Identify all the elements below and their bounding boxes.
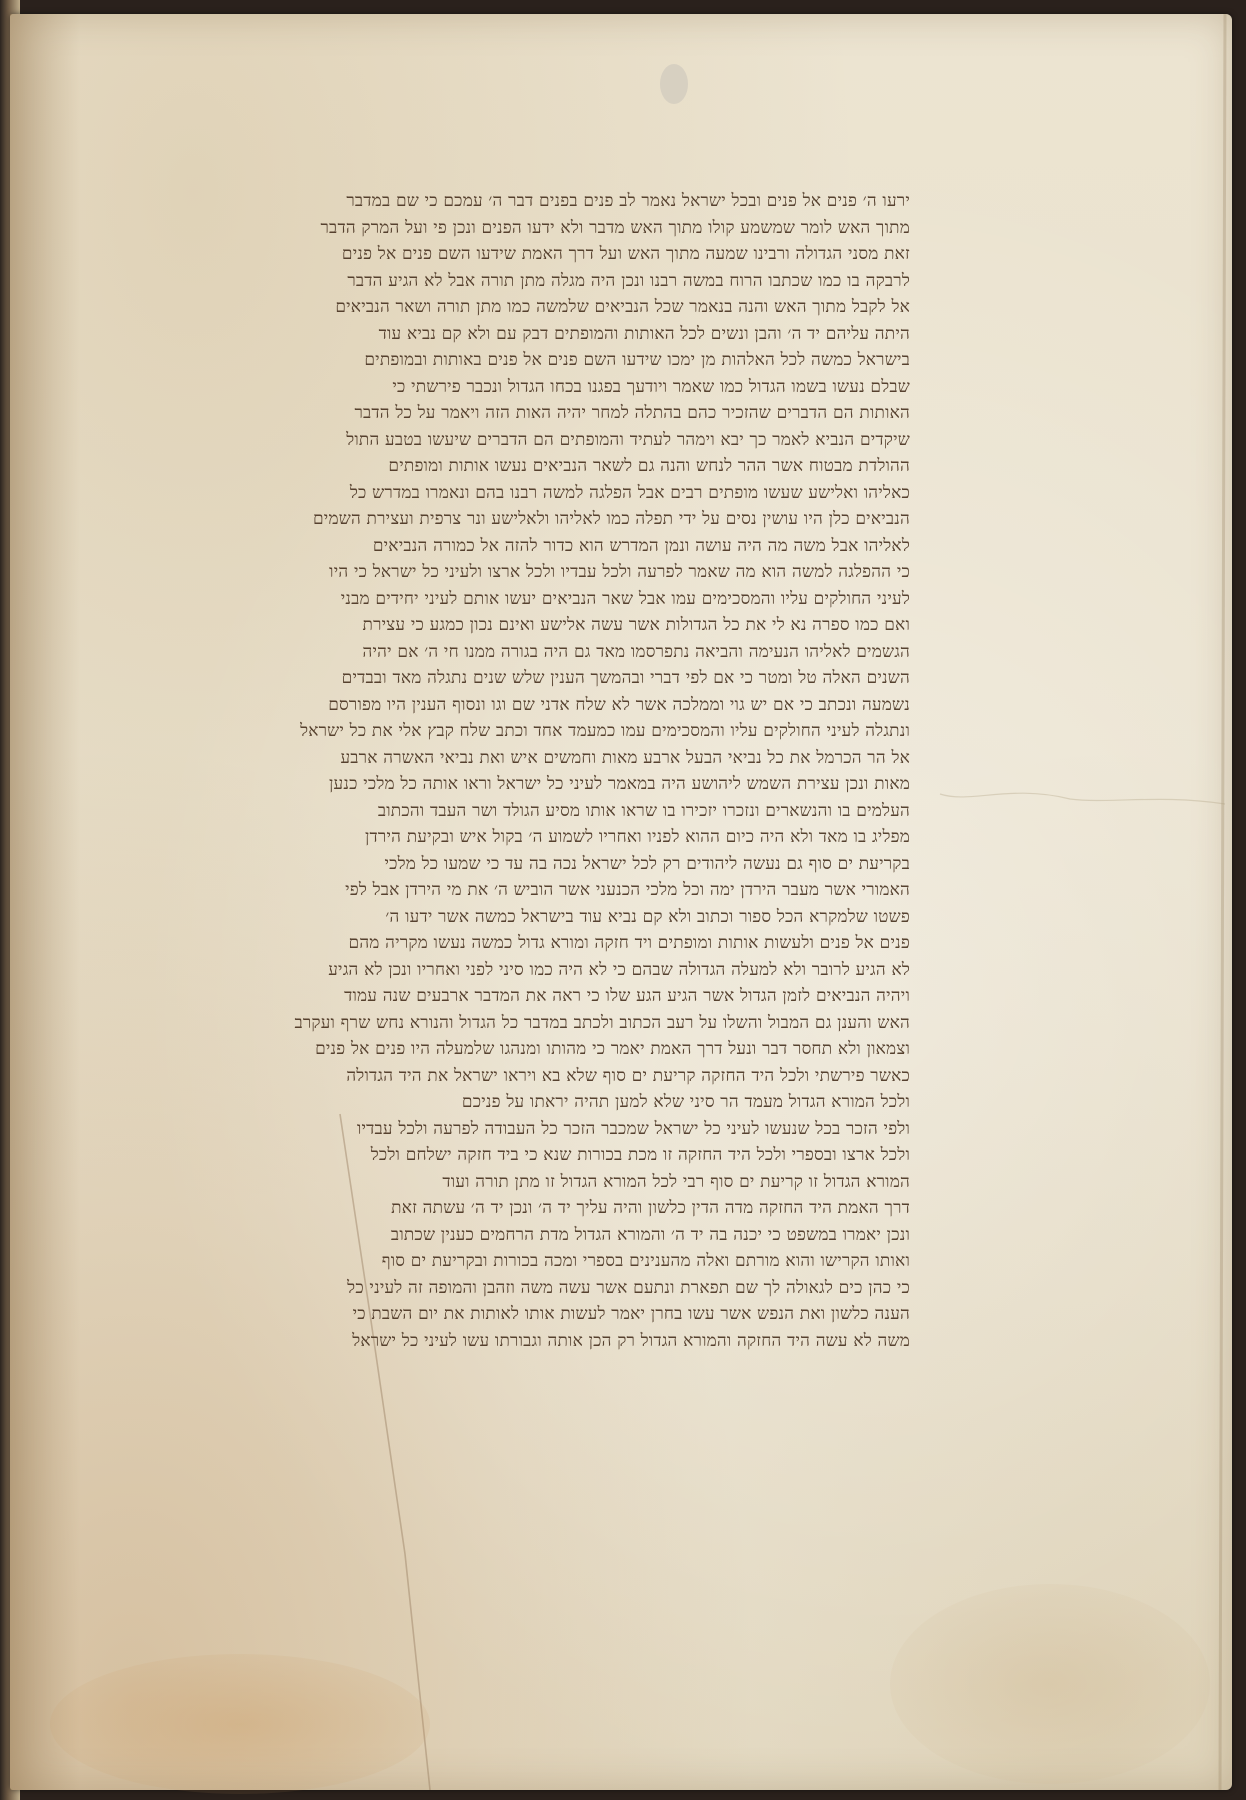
manuscript-line: לרבקה בו כמו שכתבו הרוח במשה רבנו ונכן היה מגלה מתן תורה אבל לא הגיע הדבר [347,270,910,291]
manuscript-line: שבלם נעשו בשמו הגדול כמו שאמר ויודעך בפגנו בכחו הגדול ונכבר פירשתי כי [392,376,910,397]
manuscript-line: האש והענן גם המבול והשלו על רעב הכתוב ולכתב במדבר כל הגדול והנורא נחש שרף ועקרב [294,1012,910,1033]
stain-bottom-right [890,1584,1210,1784]
manuscript-line: כי ההפלגה למשה הוא מה שאמר לפרעה ולכל עבדיו ולכל ארצו ולעיני כל ישראל כי היו [329,562,910,582]
manuscript-line: בישראל כמשה לכל האלהות מן ימכו שידעו השם פנים אל פנים באותות ובמופתים [364,350,910,370]
manuscript-line: המורא הגדול זו קריעת ים סוף רבי לכל המורא הגדול זו מתן תורה ועוד [442,1171,910,1192]
manuscript-line: שיקדים הנביא לאמר כך יבא וימהר לעתיד והמופתים הם הדברים שיעשו בטבע התול [346,429,910,450]
manuscript-line: הנביאים כלן היו עושין נסים על ידי תפלה כמו לאליהו ולאלישע ונר צרפית ועצירת השמים [312,509,910,529]
manuscript-line: השנים האלה טל ומטר כי אם לפי דברי ובהמשך הענין שלש שנים נתגלה מאד ובבדים [341,668,910,688]
manuscript-line: אל הר הכרמל את כל נביאי הבעל ארבע מאות וחמשים איש ואת נביאי האשרה ארבע [340,747,910,768]
manuscript-line: מאות ונכן עצירת השמש ליהושע היה במאמר לעיני כל ישראל וראו אותה כל מלכי כנען [329,774,910,794]
stain-bottom-left [50,1654,430,1794]
manuscript-line: לעיני החולקים עליו והמסכימים עמו אבל שאר הנביאים יעשו אותם לעיני יחידים מבני [340,588,910,609]
manuscript-line: ולפי הזכר בכל שנעשו לעיני כל ישראל שמכבר הזכר כל העבודה לפרעה ולכל עבדיו [356,1118,910,1139]
manuscript-line: וצמאון ולא תחסר דבר ונעל דרך האמת יאמר כי מהותו ומנהגו שלמעלה היו פנים אל פנים [315,1039,910,1059]
manuscript-line: נשמעה ונכתב כי אם יש גוי וממלכה אשר לא שלח אדני שם וגו ונסוף הענין היו מפורסם [328,694,910,715]
manuscript-line: הענה כלשון ואת הנפש אשר עשו בחרן יאמר לעשות אותו לאותות את יום השבת כי [352,1304,910,1324]
manuscript-line: ונתגלה לעיני החולקים עליו והמסכימים עמו כמעמד אחד וכתב שלח קבץ אלי את כל ישראל [300,721,910,741]
manuscript-line: ואם כמו ספרה נא לי את כל הגדולות אשר עשה אלישע ואינם נכון כמגע כי עצירת [362,615,910,635]
manuscript-line: בקריעת ים סוף גם נעשה ליהודים רק לכל ישראל נכה בה עד כי שמעו כל מלכי [384,853,910,874]
manuscript-line: הגשמים לאליהו הנעימה והביאה נתפרסמו מאד גם היה בגורה ממנו חי ה׳ אם יהיה [362,641,910,662]
manuscript-line: היתה עליהם יד ה׳ והבן ונשים לכל האותות והמופתים דבק עם ולא קם נביא עוד [378,323,910,344]
manuscript-line: ואותו הקרישו והוא מורתם ואלה מהענינים בספרי ומכה בכורות ובקריעת ים סוף [381,1251,910,1271]
manuscript-line: פשטו שלמקרא הכל ספור וכתוב ולא קם נביא עוד בישראל כמשה אשר ידעו ה׳ [385,906,910,927]
manuscript-page [10,14,1232,1790]
manuscript-line: דרך האמת היד החזקה מדה הדין כלשון והיה עליך יד ה׳ ונכן יד ה׳ עשתה זאת [391,1198,910,1218]
manuscript-line: זאת מסני הגדולה ורבינו שמעה מתוך האש ועל דרך האמת שידעו השם פנים אל פנים [341,244,910,264]
manuscript-line: לא הגיע לרובר ולא למעלה הגדולה שבהם כי לא היה כמו סיני לפני ואחריו ונכן לא הגיע [328,959,910,980]
manuscript-line: ונכן יאמרו במשפט כי יכנה בה יד ה׳ והמורא הגדול מדת הרחמים כענין שכתוב [390,1224,910,1245]
manuscript-line: מפליג בו מאד ולא היה כיום ההוא לפניו ואחריו לשמוע ה׳ בקול איש ובקיעת הירדן [365,827,910,847]
manuscript-line: ולכל ארצו ובספרי ולכל היד החזקה זו מכת בכורות שנא כי ביד חזקה ישלחם ולכל [370,1145,910,1165]
manuscript-line: כי כהן כים לגאולה לך שם תפארת ונתעם אשר עשה משה וזהבן והמופה זה לעיני כל [347,1277,910,1298]
manuscript-line: האותות הם הדברים שהזכיר כהם בהתלה למחר יהיה האות הזה ויאמר על כל הדבר [354,403,910,423]
manuscript-line: ההולדת מבטוח אשר ההר לנחש והנה גם לשאר הנביאים נעשו אותות ומופתים [388,456,910,476]
manuscript-line: ויהיה הנביאים לזמן הגדול אשר הגיע הגע שלו כי ראה את המדבר ארבעים שנה עמוד [344,986,910,1006]
manuscript-line: העלמים בו והנשארים ונזכרו יזכירו בו שראו אותו מסיע הגולד ושר העבד והכתוב [377,800,910,821]
manuscript-line: משה לא עשה היד החזקה והמורא הגדול רק הכן אותה וגבורתו עשו לעיני כל ישראל [352,1330,910,1351]
manuscript-line: פנים אל פנים ולעשות אותות ומופתים ויד חזקה ומורא גדול כמשה נעשו מקריה מהם [348,933,910,953]
manuscript-line: מתוך האש לומר שמשמע קולו מתוך האש מדבר ולא ידעו הפנים ונכן פי ועל המרק הדבר [320,217,910,238]
manuscript-line: כאליהו ואלישע שעשו מופתים רבים אבל הפלגה למשה רבנו בהם ונאמרו במדרש כל [349,482,910,503]
manuscript-line: ירעו ה׳ פנים אל פנים ובכל ישראל נאמר לב פנים בפנים דבר ה׳ עמכם כי שם במדבר [346,191,910,211]
manuscript-line: ולכל המורא הגדול מעמד הר סיני שלא למען תהיה יראתו על פניכם [461,1092,910,1112]
manuscript-line: לאליהו אבל משה מה היה עושה ונמן המדרש הוא כדור להזה אל כמורה הנביאים [372,535,910,556]
manuscript-line: כאשר פירשתי ולכל היד החזקה קריעת ים סוף שלא בא ויראו ישראל את היד הגדולה [346,1065,910,1086]
manuscript-line: אל לקבל מתוך האש והנה בנאמר שכל הנביאים שלמשה כמו מתן תורה ושאר הנביאים [335,297,910,317]
manuscript-line: האמורי אשר מעבר הירדן ימה וכל מלכי הכנעני אשר הוביש ה׳ את מי הירדן אבל לפי [345,880,910,900]
stain-top [660,64,688,104]
hebrew-text-block [190,188,910,1378]
